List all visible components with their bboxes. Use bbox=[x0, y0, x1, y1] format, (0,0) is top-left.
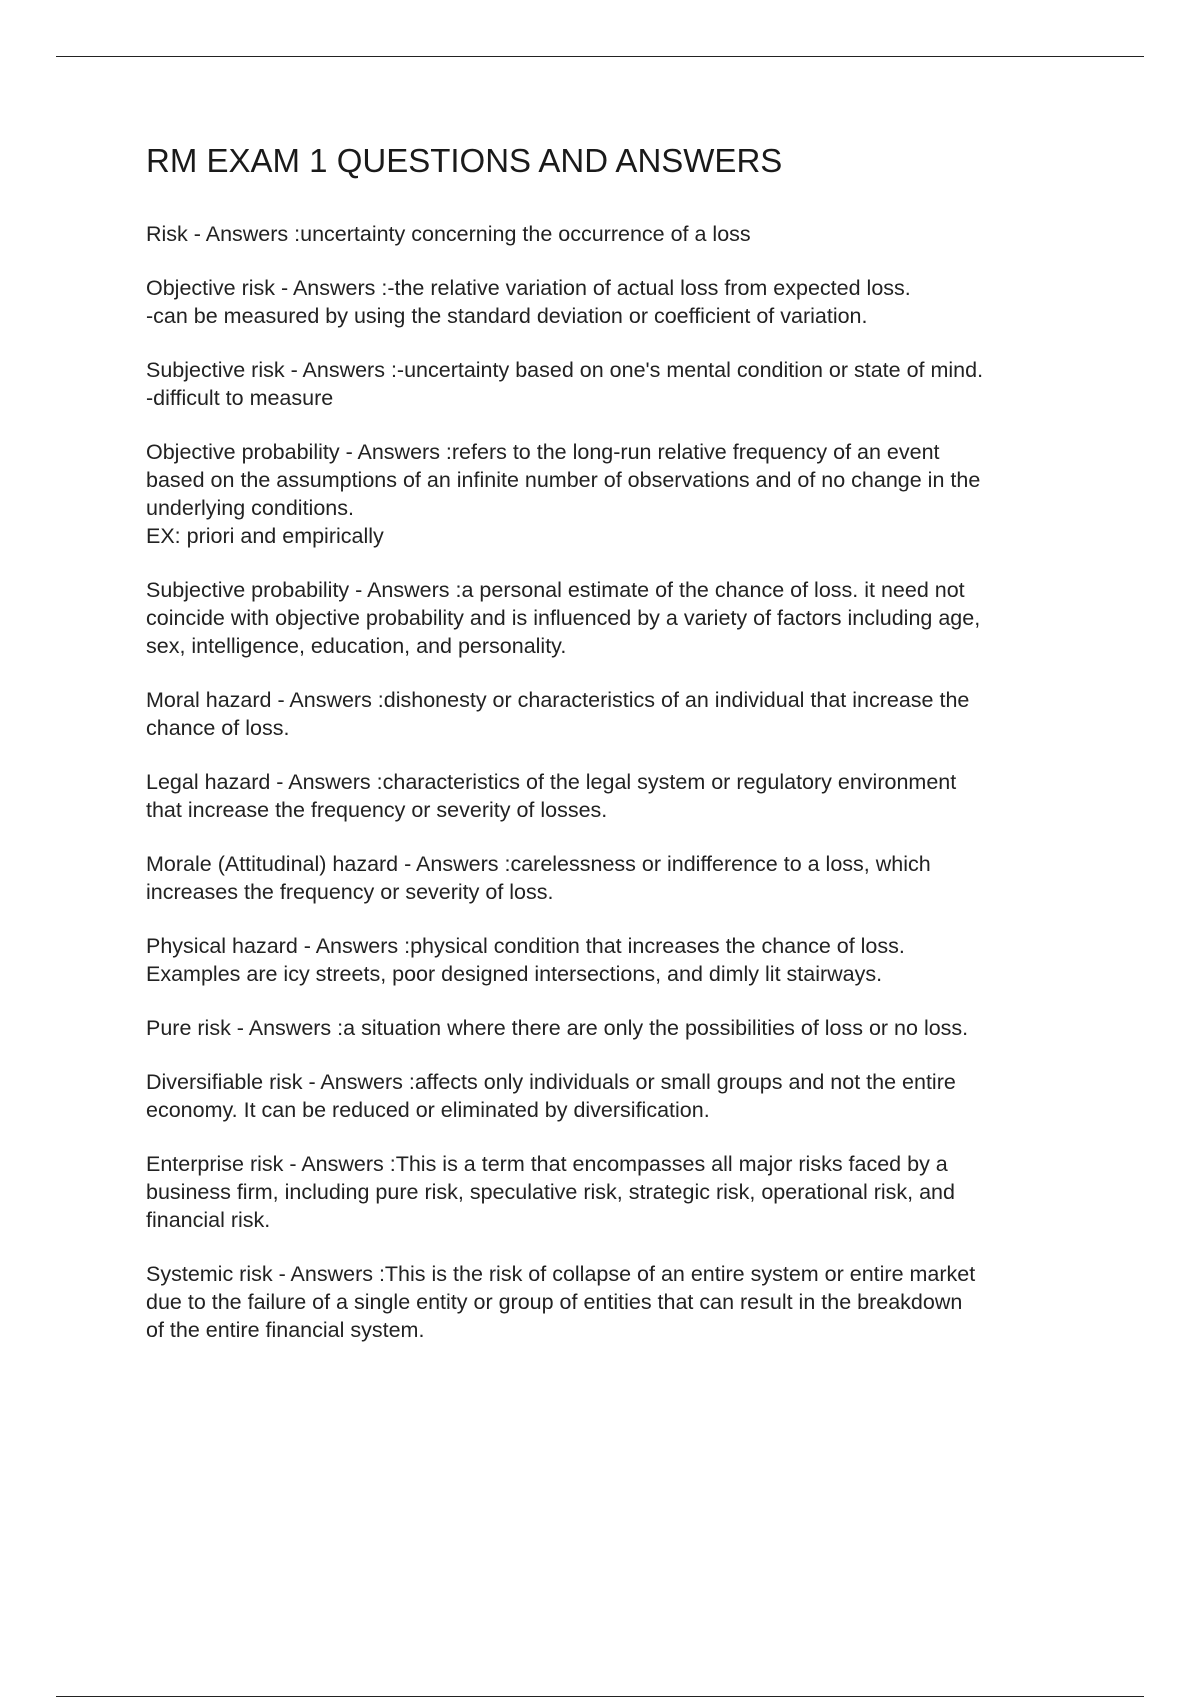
qa-entry-pure-risk: Pure risk - Answers :a situation where there are only the possibilities of loss or no loss. bbox=[146, 1016, 969, 1040]
qa-entry-physical-hazard: Physical hazard - Answers :physical condition that increases the chance of loss. Examples are icy streets, poor designed intersections, and dimly lit stairways. bbox=[146, 934, 905, 986]
qa-list bbox=[146, 220, 1106, 1344]
qa-entry-moral-hazard: Moral hazard - Answers :dishonesty or characteristics of an individual that increase the chance of loss. bbox=[146, 688, 970, 740]
qa-entry-risk: Risk - Answers :uncertainty concerning the occurrence of a loss bbox=[146, 222, 751, 246]
qa-entry-objective-probability: Objective probability - Answers :refers to the long-run relative frequency of an event based on the assumptions of an infinite number of observations and of no change in the underlying conditions. EX: priori and empirically bbox=[146, 440, 981, 548]
bottom-divider bbox=[56, 1696, 1144, 1697]
qa-entry-subjective-probability: Subjective probability - Answers :a personal estimate of the chance of loss. it need not coincide with objective probability and is influenced by a variety of factors including age, sex, intelligence, education, and personality. bbox=[146, 578, 981, 658]
top-divider bbox=[56, 56, 1144, 57]
qa-entry-objective-risk: Objective risk - Answers :-the relative variation of actual loss from expected loss. -can be measured by using the standard deviation or coefficient of variation. bbox=[146, 276, 911, 328]
qa-entry-enterprise-risk: Enterprise risk - Answers :This is a term that encompasses all major risks faced by a business firm, including pure risk, speculative risk, strategic risk, operational risk, and financial risk. bbox=[146, 1152, 955, 1232]
document-body bbox=[146, 142, 1106, 1370]
qa-entry-diversifiable-risk: Diversifiable risk - Answers :affects only individuals or small groups and not the entire economy. It can be reduced or eliminated by diversification. bbox=[146, 1070, 956, 1122]
qa-entry-morale-hazard: Morale (Attitudinal) hazard - Answers :carelessness or indifference to a loss, which increases the frequency or severity of loss. bbox=[146, 852, 931, 904]
qa-entry-subjective-risk: Subjective risk - Answers :-uncertainty based on one's mental condition or state of mind. -difficult to measure bbox=[146, 358, 984, 410]
qa-entry-legal-hazard: Legal hazard - Answers :characteristics of the legal system or regulatory environment that increase the frequency or severity of losses. bbox=[146, 770, 957, 822]
document-title: RM EXAM 1 QUESTIONS AND ANSWERS bbox=[146, 142, 783, 179]
qa-entry-systemic-risk: Systemic risk - Answers :This is the risk of collapse of an entire system or entire market due to the failure of a single entity or group of entities that can result in the breakdown of the entire financial system. bbox=[146, 1262, 976, 1342]
